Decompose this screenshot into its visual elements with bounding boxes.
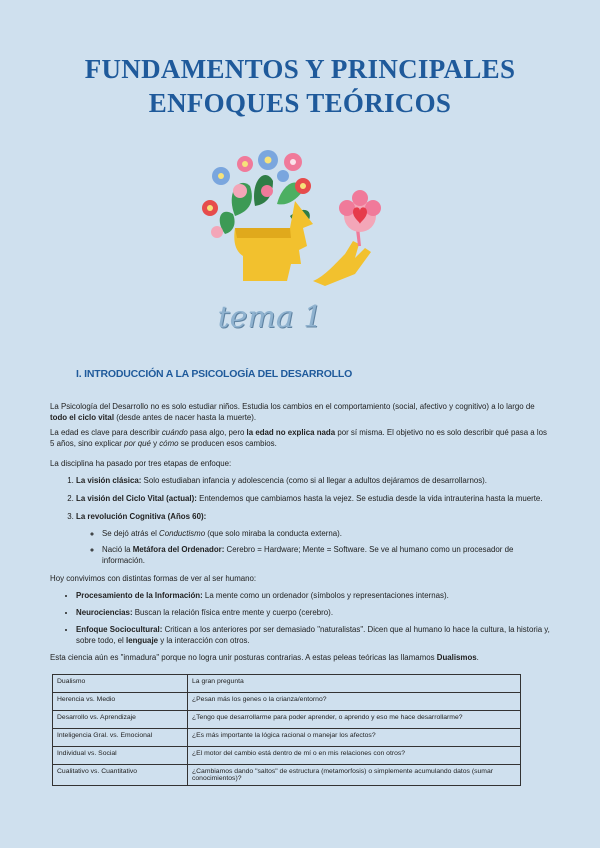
table-row xyxy=(53,711,521,729)
table-cell: Inteligencia Gral. vs. Emocional xyxy=(53,729,188,747)
table-header-cell: La gran pregunta xyxy=(188,675,521,693)
table-header-cell: Dualismo xyxy=(53,675,188,693)
title-line-1: FUNDAMENTOS Y PRINCIPALES xyxy=(84,54,516,84)
views-list xyxy=(50,590,550,646)
table-cell: Herencia vs. Medio xyxy=(53,693,188,711)
table-cell: ¿Cambiamos dando "saltos" de estructura (metamorfosis) o simplemente acumulando datos (sumar conocimientos)? xyxy=(188,765,521,786)
section-heading: I. INTRODUCCIÓN A LA PSICOLOGÍA DEL DESARROLLO xyxy=(76,368,353,380)
view-item: • Procesamiento de la Información: La mente como un ordenador (símbolos y representaciones internas). xyxy=(76,590,550,601)
table-cell: ¿Pesan más los genes o la crianza/entorno? xyxy=(188,693,521,711)
stages-list xyxy=(50,475,550,566)
title-line-2: ENFOQUES TEÓRICOS xyxy=(148,88,452,118)
stage-sublist xyxy=(76,528,550,566)
table-cell: ¿Tengo que desarrollarme para poder aprender, o aprendo y eso me hace desarrollarme? xyxy=(188,711,521,729)
table-cell: Desarrollo vs. Aprendizaje xyxy=(53,711,188,729)
intro-paragraph-3: La disciplina ha pasado por tres etapas de enfoque: xyxy=(50,459,232,468)
table-cell: Cualitativo vs. Cuantitativo xyxy=(53,765,188,786)
table-row xyxy=(53,747,521,765)
body-text xyxy=(50,401,550,667)
view-item: • Neurociencias: Buscan la relación física entre mente y cuerpo (cerebro). xyxy=(76,607,550,618)
subtitle: tema 1 xyxy=(217,300,323,335)
intro-paragraph-1: La Psicología del Desarrollo no es solo estudiar niños. Estudia los cambios en el comportamiento (social, afectivo y cognitivo) a lo largo de todo el ciclo vital (desde antes de nacer hasta la muerte). xyxy=(50,402,535,422)
views-intro: Hoy convivimos con distintas formas de ver al ser humano: xyxy=(50,574,257,583)
page-title xyxy=(0,52,600,120)
table-cell: Individual vs. Social xyxy=(53,747,188,765)
table-row xyxy=(53,693,521,711)
sub-item: ◦ Nació la Metáfora del Ordenador: Cerebro = Hardware; Mente = Software. Se ve al humano como un procesador de información. xyxy=(102,544,550,566)
table-cell: ¿El motor del cambio está dentro de mí o en mis relaciones con otros? xyxy=(188,747,521,765)
closing-paragraph: Esta ciencia aún es "inmadura" porque no logra unir posturas contrarias. A estas peleas teóricas las llamamos Dualismos. xyxy=(50,653,479,662)
table-header-row xyxy=(53,675,521,693)
sub-item: ◦ Se dejó atrás el Conductismo (que solo miraba la conducta externa). xyxy=(102,528,550,539)
intro-paragraph-2: La edad es clave para describir cuándo pasa algo, pero la edad no explica nada por sí misma. El objetivo no es solo describir qué pasa a los 5 años, sino explicar por qué y cómo se producen esos cambios. xyxy=(50,428,547,448)
view-item: • Enfoque Sociocultural: Critican a los anteriores por ser demasiado "naturalistas". Dicen que al humano lo hace la cultura, la historia y, sobre todo, el lenguaje y la interacción con otros. xyxy=(76,624,550,646)
head-flowers-illustration xyxy=(195,146,395,291)
table-row xyxy=(53,765,521,786)
stage-item: 1. La visión clásica: Solo estudiaban infancia y adolescencia (como si al llegar a adultos dejáramos de desarrollarnos). xyxy=(76,475,550,486)
stage-item: 2. La visión del Ciclo Vital (actual): Entendemos que cambiamos hasta la vejez. Se estudia desde la vida intrauterina hasta la muerte. xyxy=(76,493,550,504)
stage-item: 3. La revolución Cognitiva (Años 60): ◦ Se dejó atrás el Conductismo (que solo miraba la conducta externa). ◦ Nació la Metáfora del Ordenador: Cerebro = Hardware; Mente = Software. Se ve al humano como un procesador de información. xyxy=(76,511,550,566)
table-cell: ¿Es más importante la lógica racional o manejar los afectos? xyxy=(188,729,521,747)
dualisms-table xyxy=(52,674,521,786)
table-row xyxy=(53,729,521,747)
